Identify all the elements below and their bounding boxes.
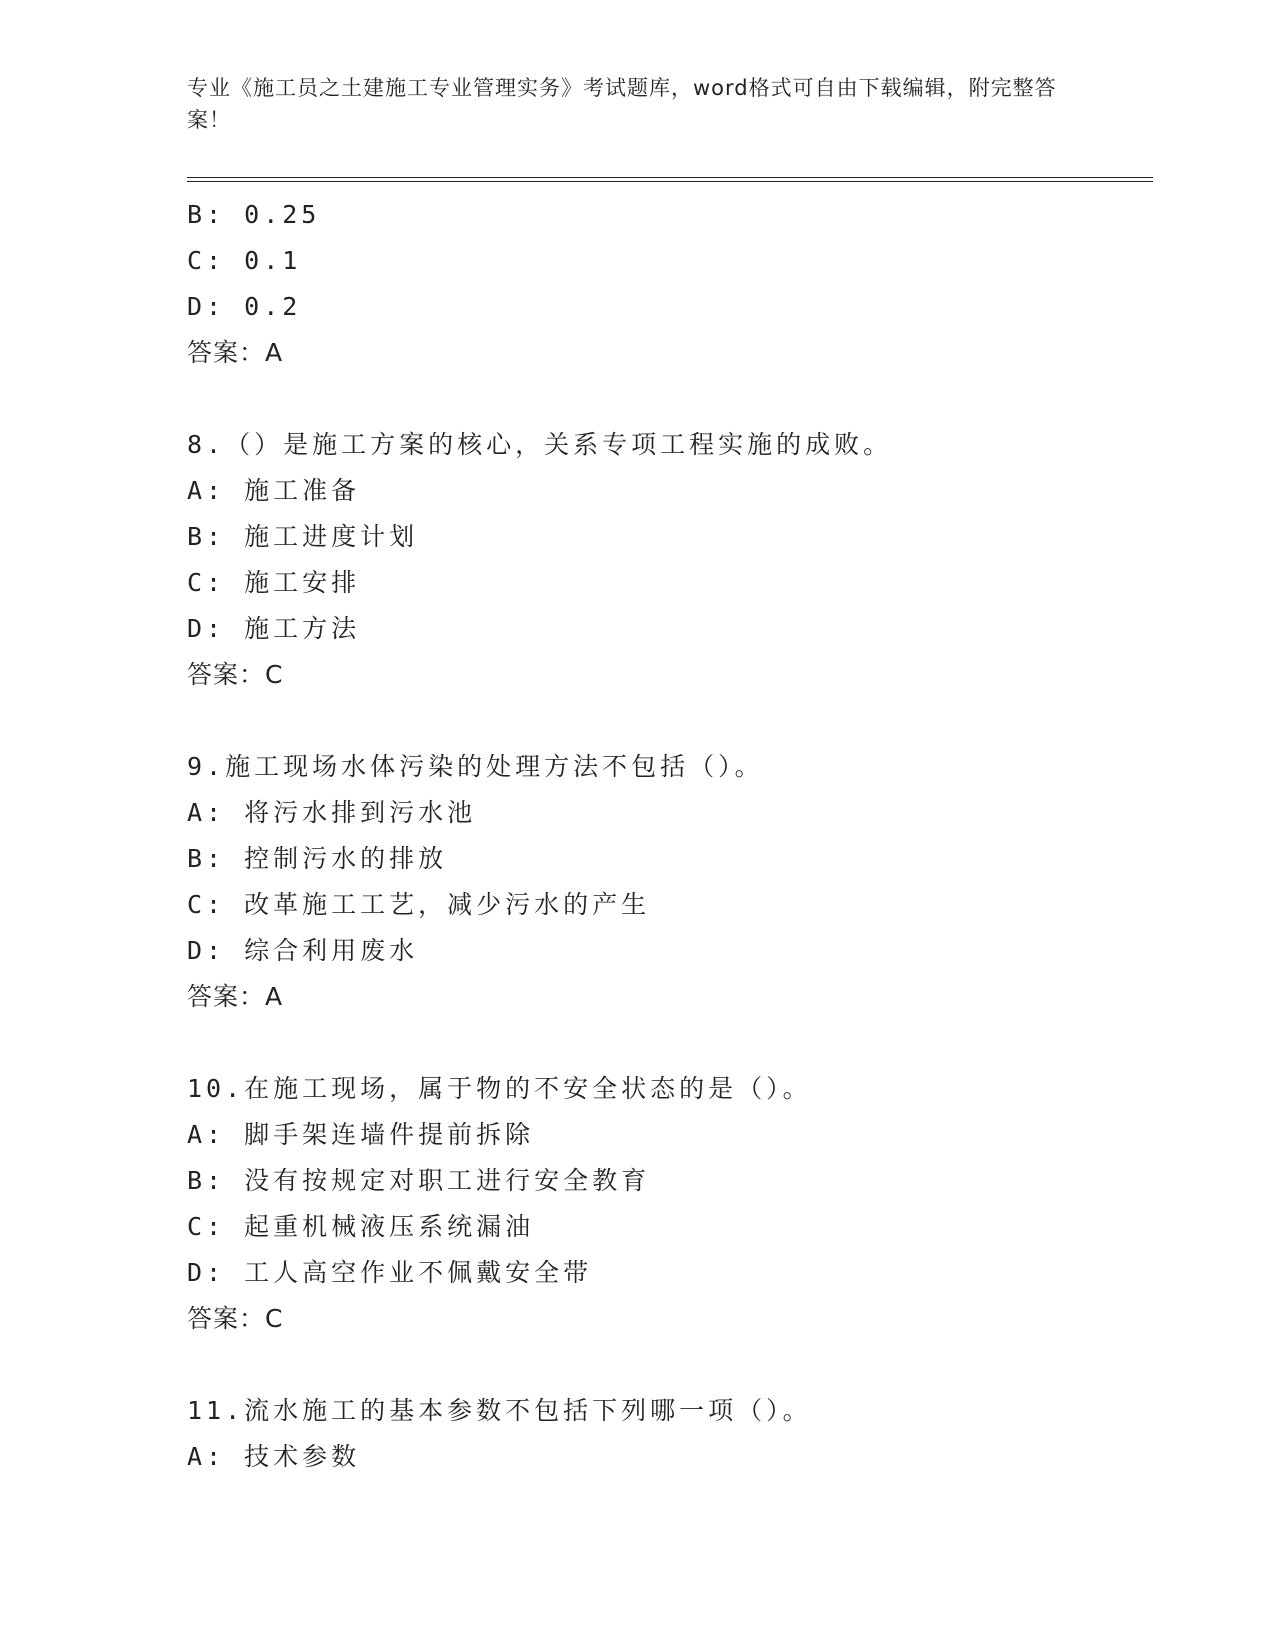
option-c: C: 改革施工工艺，减少污水的产生 — [187, 890, 651, 919]
answer: 答案：C — [187, 660, 284, 689]
question-9 — [187, 744, 1147, 1020]
answer: 答案：A — [187, 338, 284, 367]
answer: 答案：A — [187, 982, 284, 1011]
option-d: D: 工人高空作业不佩戴安全带 — [187, 1258, 593, 1287]
option-c: C: 0.1 — [187, 246, 302, 275]
header-divider-top — [187, 177, 1153, 178]
option-d: D: 施工方法 — [187, 614, 361, 643]
spacer — [187, 1020, 1147, 1066]
option-c: C: 施工安排 — [187, 568, 361, 597]
question-text: 10.在施工现场，属于物的不安全状态的是（）。 — [187, 1074, 812, 1103]
spacer — [187, 376, 1147, 422]
question-11 — [187, 1388, 1147, 1480]
document-header: 专业《施工员之土建施工专业管理实务》考试题库，word格式可自由下载编辑，附完整答案！ — [187, 76, 1057, 132]
question-8 — [187, 422, 1147, 698]
option-c: C: 起重机械液压系统漏油 — [187, 1212, 535, 1241]
spacer — [187, 698, 1147, 744]
option-d: D: 综合利用废水 — [187, 936, 419, 965]
spacer — [187, 1342, 1147, 1388]
option-a: A: 施工准备 — [187, 476, 361, 505]
option-a: A: 技术参数 — [187, 1442, 361, 1471]
option-b: B: 施工进度计划 — [187, 522, 419, 551]
question-text: 8.（）是施工方案的核心，关系专项工程实施的成败。 — [187, 430, 893, 459]
option-a: A: 将污水排到污水池 — [187, 798, 477, 827]
option-d: D: 0.2 — [187, 292, 302, 321]
option-b: B: 控制污水的排放 — [187, 844, 448, 873]
option-b: B: 没有按规定对职工进行安全教育 — [187, 1166, 651, 1195]
question-text: 11.流水施工的基本参数不包括下列哪一项（）。 — [187, 1396, 812, 1425]
option-b: B: 0.25 — [187, 200, 321, 229]
question-text: 9.施工现场水体污染的处理方法不包括（）。 — [187, 752, 764, 781]
question-10 — [187, 1066, 1147, 1342]
question-7-continuation — [187, 192, 1147, 376]
answer: 答案：C — [187, 1304, 284, 1333]
option-a: A: 脚手架连墙件提前拆除 — [187, 1120, 535, 1149]
question-list — [187, 192, 1147, 1480]
header-divider-bottom — [187, 181, 1153, 182]
